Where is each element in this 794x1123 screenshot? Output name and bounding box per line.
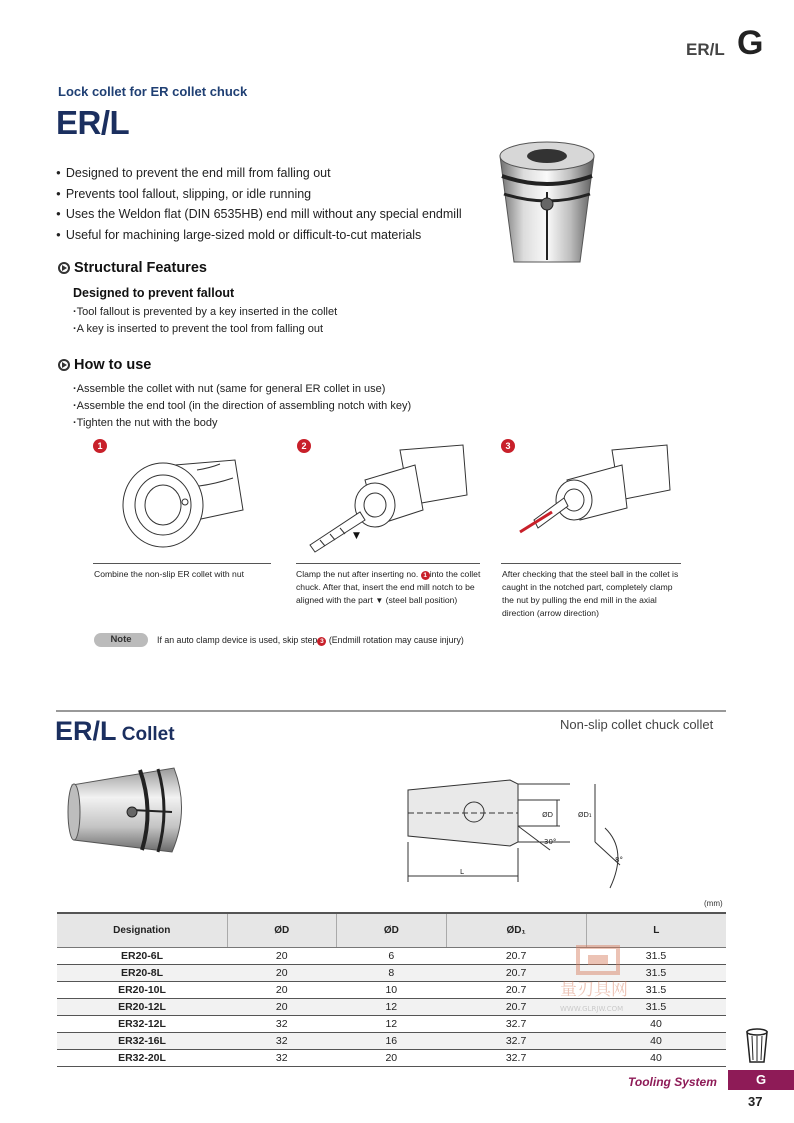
note-label: Note [94,633,148,647]
step-2-caption-text: (steel ball position) [383,595,458,605]
col-header: L [586,913,726,947]
cell: ER20-8L [57,964,227,981]
cell: 20.7 [446,947,586,964]
header-section-letter: G [737,24,764,62]
howto-list [73,381,411,432]
cell: ER20-6L [57,947,227,964]
collet-dimension-drawing [400,770,640,890]
taper-label: 8° [615,856,623,864]
diameter-d1-label: ØD₁ [578,811,592,819]
note-text [157,635,464,646]
cell: 32 [227,1032,337,1049]
unit-label: (mm) [704,899,723,908]
structural-heading [58,260,207,276]
step-3-caption: After checking that the steel ball in the collet is caught in the notched part, completely clamp the nut by pulling the end mill in the axial direction (arrow direction) [502,569,679,618]
product-title: ER/L [56,104,130,141]
angle-label: 30° [544,838,557,846]
cell: 6 [337,947,447,964]
col-header: Designation [57,913,227,947]
collet-section-subtitle: Non-slip collet chuck collet [560,717,714,732]
watermark-cn-text: 量刃具网 [560,980,628,1000]
collet-photo [492,134,602,270]
triangle-marker-icon: ▼ [375,596,384,605]
step-3-badge: 3 [501,439,515,453]
step-2-caption-text: Clamp the nut after inserting no. [296,569,421,579]
note-text-part: If an auto clamp device is used, skip step [157,635,318,645]
cell: 20.7 [446,981,586,998]
cell: ER32-12L [57,1015,227,1032]
collet-section-title [55,716,175,747]
col-header: ØD [227,913,337,947]
cell: 12 [337,1015,447,1032]
bullet-item: ● Designed to prevent the end mill from falling out [56,163,462,184]
structural-list [73,304,337,338]
cell: ER20-10L [57,981,227,998]
col-header: ØD [337,913,447,947]
step-2-illustration [305,440,480,555]
product-subtitle: Lock collet for ER collet chuck [58,84,248,99]
bullet-item: ● Uses the Weldon flat (DIN 6535HB) end mill without any special endmill [56,204,462,225]
list-item: · Tool fallout is prevented by a key inserted in the collet [73,304,337,321]
step-1-badge: 1 [93,439,107,453]
collet-title-suffix: Collet [116,724,175,745]
howto-heading [58,357,151,373]
header-code: ER/L [686,40,725,59]
feature-bullets [56,163,462,245]
table-row [57,1015,726,1032]
section-arrow-icon [58,262,70,274]
step-3-rule [501,563,681,564]
step-ref-badge: 1 [421,571,430,580]
footer-label: Tooling System [628,1075,717,1089]
length-label: L [460,868,464,876]
cell: 32.7 [446,1032,586,1049]
collet-tab-icon [745,1028,769,1064]
cell: 31.5 [586,981,726,998]
diameter-d-label: ØD [542,811,553,819]
cell: 40 [586,1015,726,1032]
cell: 20 [337,1049,447,1066]
structural-subheading: Designed to prevent fallout [73,286,235,300]
cell: 12 [337,998,447,1015]
step-2-caption [296,568,482,607]
step-1-illustration [115,450,250,555]
cell: ER32-16L [57,1032,227,1049]
section-divider [56,710,726,712]
cell: 32.7 [446,1015,586,1032]
cell: 20.7 [446,964,586,981]
table-header-row [57,913,726,947]
step-1-rule [93,563,271,564]
cell: 40 [586,1049,726,1066]
cell: 20.7 [446,998,586,1015]
cell: 8 [337,964,447,981]
cell: 32 [227,1049,337,1066]
section-arrow-icon [58,359,70,371]
cell: 10 [337,981,447,998]
footer-section-tab: G [728,1070,794,1090]
svg-text:▼: ▼ [353,531,360,541]
cell: 16 [337,1032,447,1049]
cell: 20 [227,981,337,998]
watermark-url-text: WWW.GLRJW.COM [560,1005,624,1013]
collet-title-main: ER/L [55,716,117,746]
page-number: 37 [748,1094,763,1109]
step-2-caption-text: into the collet chuck. After that, insert the end mill notch to be aligned with the part [296,569,481,605]
list-item: · A key is inserted to prevent the tool from falling out [73,321,337,338]
structural-heading-text: Structural Features [74,260,207,276]
step-1-caption: Combine the non-slip ER collet with nut [94,569,244,579]
collet-product-photo [62,760,202,860]
cell: 20 [227,998,337,1015]
cell: ER20-12L [57,998,227,1015]
bullet-item: ● Useful for machining large-sized mold or difficult-to-cut materials [56,225,462,246]
cell: 32 [227,1015,337,1032]
cell: 20 [227,964,337,981]
note-text-part: (Endmill rotation may cause injury) [326,635,464,645]
table-row [57,1049,726,1066]
watermark-logo [560,945,670,1015]
list-item: · Assemble the end tool (in the direction of assembling notch with key) [73,398,411,415]
step-ref-badge: 3 [317,637,326,646]
table-row [57,1032,726,1049]
cell: ER32-20L [57,1049,227,1066]
cell: 31.5 [586,964,726,981]
cell: 32.7 [446,1049,586,1066]
cell: 20 [227,947,337,964]
cell: 31.5 [586,947,726,964]
step-3-illustration [512,440,677,540]
cell: 31.5 [586,998,726,1015]
list-item: · Assemble the collet with nut (same for general ER collet in use) [73,381,411,398]
cell: 40 [586,1032,726,1049]
col-header: ØD₁ [446,913,586,947]
step-2-badge: 2 [297,439,311,453]
howto-heading-text: How to use [74,357,152,373]
list-item: · Tighten the nut with the body [73,415,411,432]
bullet-item: ● Prevents tool fallout, slipping, or idle running [56,184,462,205]
step-2-rule [296,563,480,564]
